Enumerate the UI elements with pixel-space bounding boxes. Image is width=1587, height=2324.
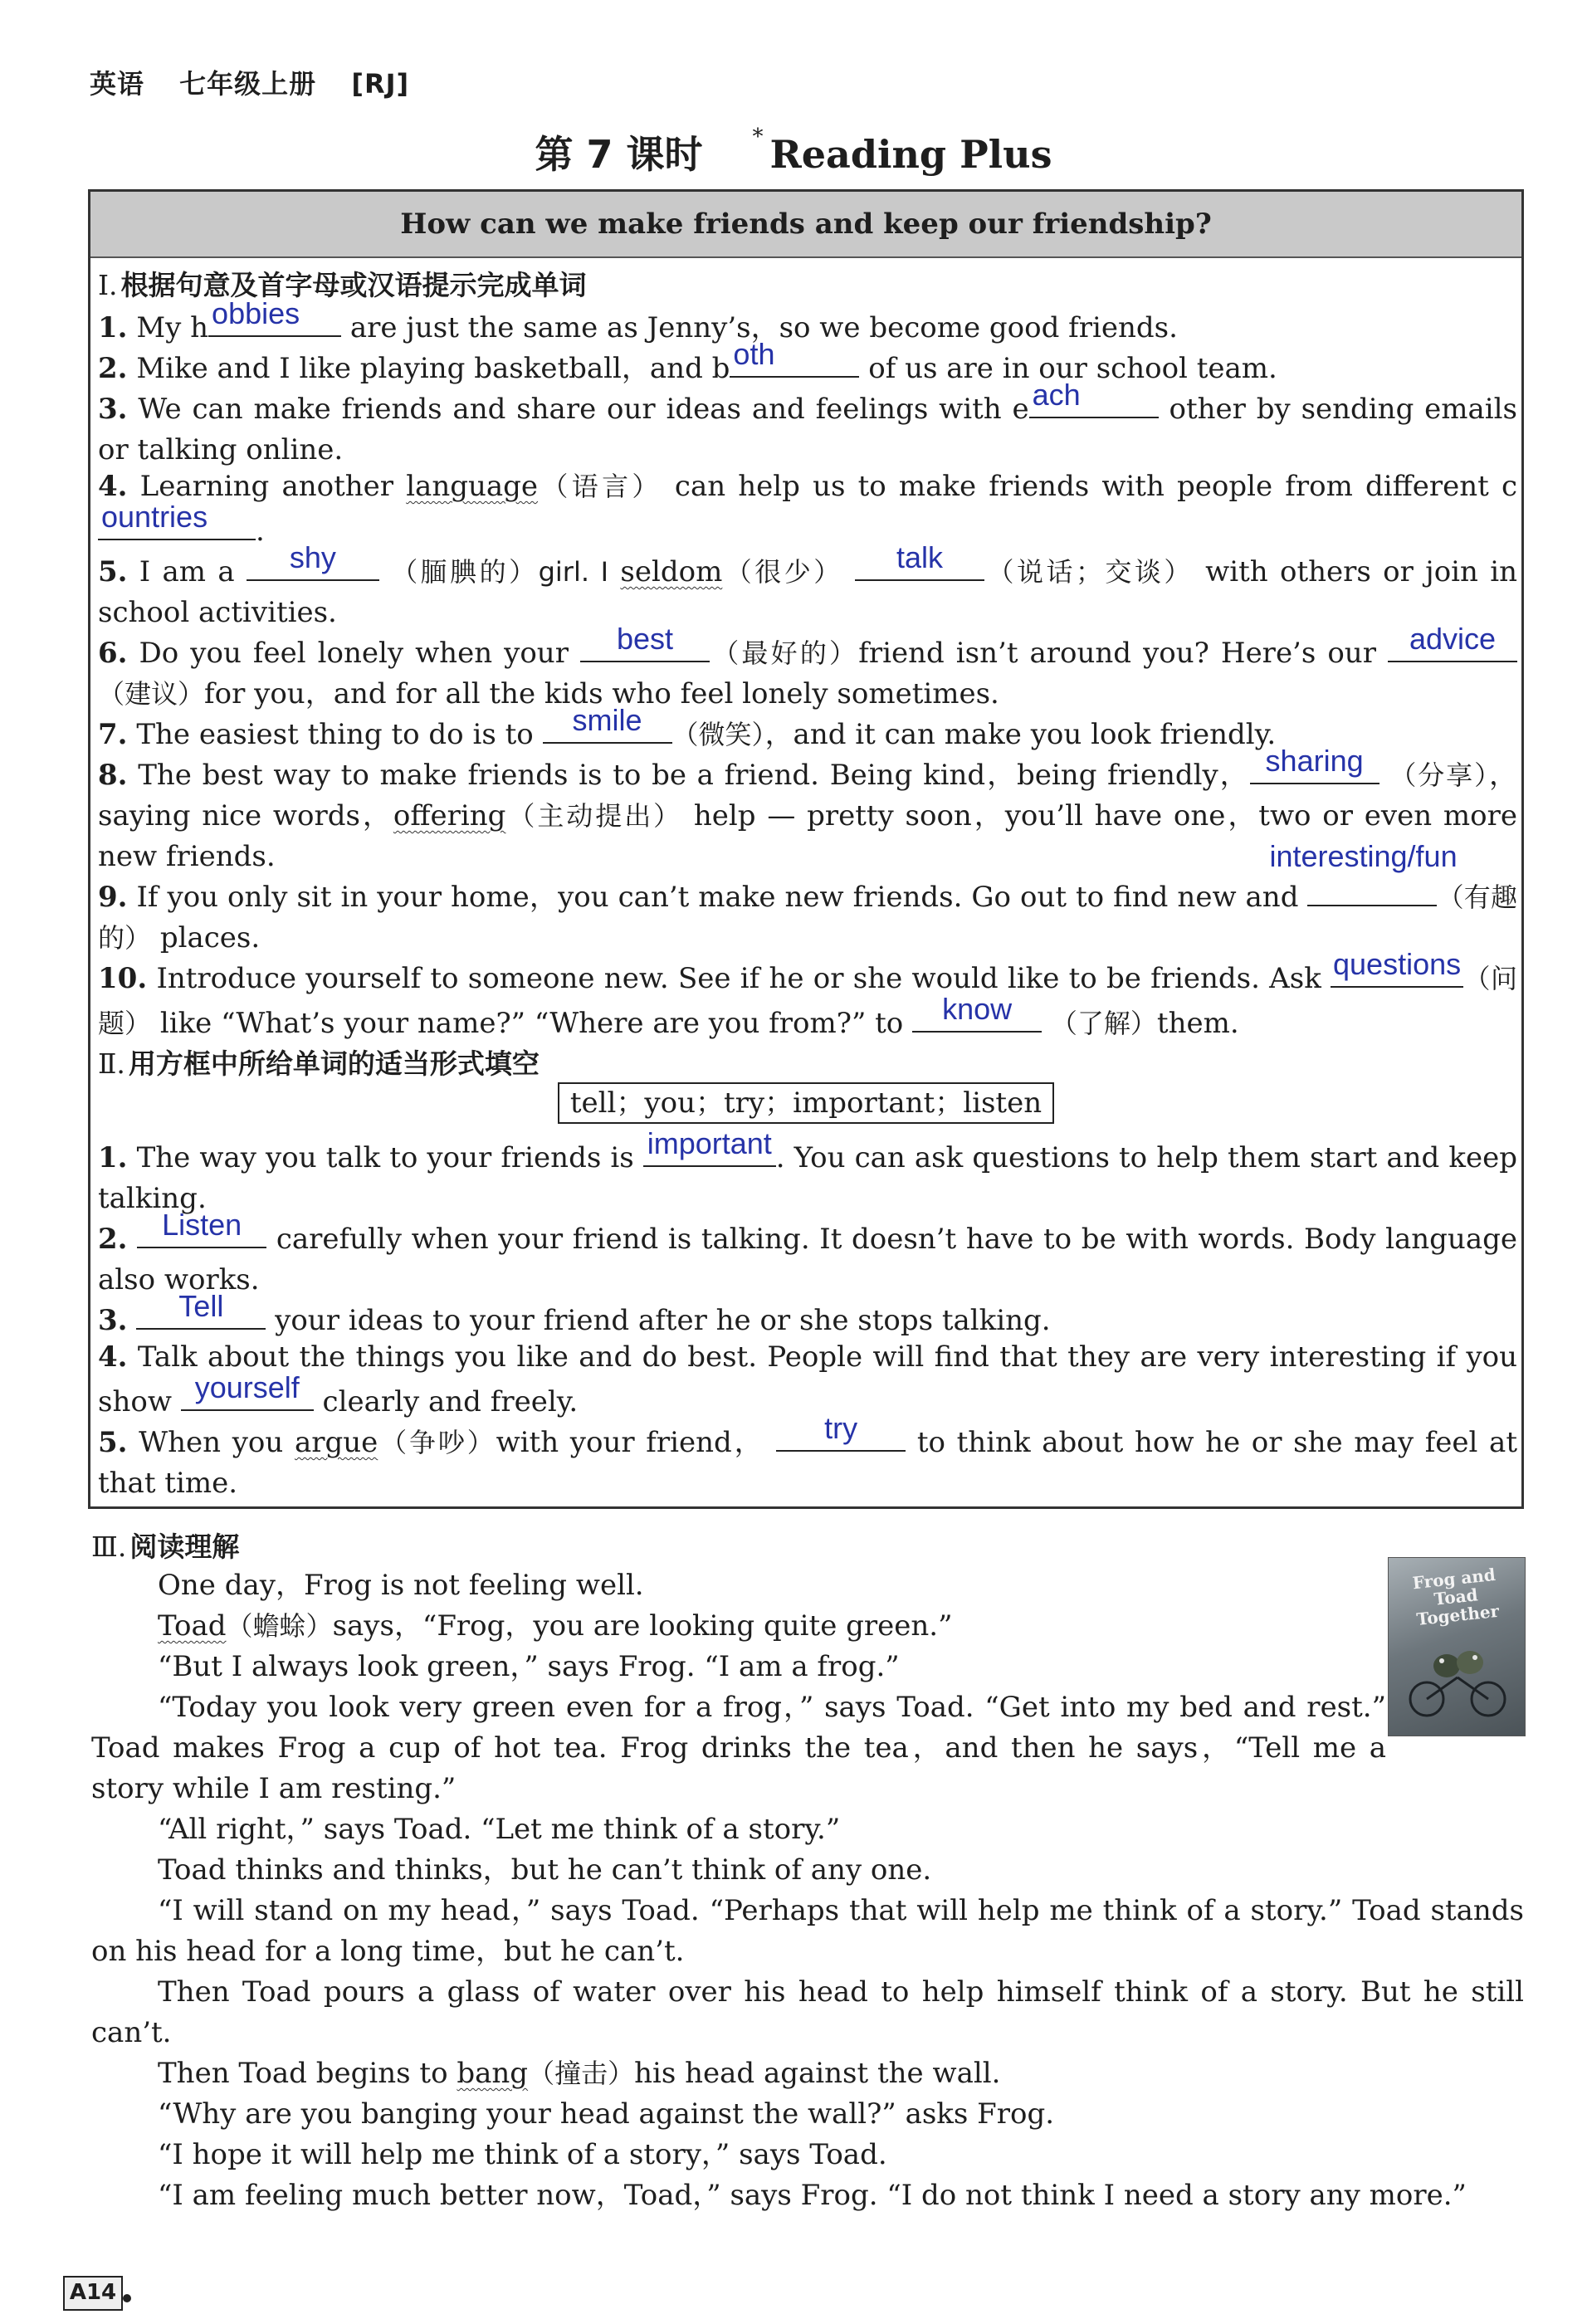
handwritten-answer: try xyxy=(824,1411,858,1445)
question-1-2 xyxy=(98,337,1517,389)
question-number: 2. xyxy=(98,352,128,385)
handwritten-answer: yourself xyxy=(194,1370,300,1404)
story-paragraph-8: Then Toad pours a glass of water over his head to help himself think of a story. But he still can’t. xyxy=(91,1975,1524,2049)
answer-blank[interactable] xyxy=(543,703,672,744)
keyword: bang xyxy=(457,2057,529,2090)
story-paragraph-10: “Why are you banging your head against the wall?” asks Frog. xyxy=(158,2097,1055,2131)
handwritten-answer: interesting/fun xyxy=(1269,839,1458,873)
answer-blank[interactable] xyxy=(776,1411,906,1452)
chinese-hint: （问题） xyxy=(98,963,1517,1039)
chinese-hint: （说话；交谈） xyxy=(984,556,1194,588)
story-paragraph-6: Toad thinks and thinks，but he can’t think of any one. xyxy=(158,1853,932,1887)
chinese-hint: （分享） xyxy=(1389,759,1489,791)
answer-blank[interactable] xyxy=(1029,378,1159,418)
question-text: other by sending emails or talking online. xyxy=(98,393,1518,466)
question-text: We can make friends and share our ideas and feelings with e xyxy=(138,393,1029,426)
chinese-hint: （了解） xyxy=(1050,1008,1157,1039)
book-title: Frog and Toad Together xyxy=(1411,1564,1501,1630)
question-1-10 xyxy=(98,947,1517,1044)
story-paragraph-1: One day，Frog is not feeling well. xyxy=(158,1569,644,1602)
grade-label: 七年级上册 xyxy=(179,68,317,100)
keyword: Toad xyxy=(158,1609,227,1643)
handwritten-answer: know xyxy=(942,992,1013,1026)
question-1-3 xyxy=(98,378,1518,471)
question-number: 1. xyxy=(98,311,128,344)
section-2-title: 用方框中所给单词的适当形式填空 xyxy=(128,1047,540,1080)
handwritten-answer: sharing xyxy=(1265,744,1364,778)
keyword: seldom xyxy=(620,555,723,588)
question-text: The way you talk to your friends is xyxy=(136,1141,634,1174)
chinese-hint: （争吵） xyxy=(378,1427,496,1458)
word-bank: tell；you；try；important；listen xyxy=(558,1082,1054,1124)
story-paragraph-7: “I will stand on my head，” says Toad. “Perhaps that will help me think of a story.” Toad stands on his head for a long time，but he can’t. xyxy=(91,1894,1524,1968)
section-3-num: Ⅲ. xyxy=(91,1531,127,1563)
question-text: Learning another xyxy=(139,470,394,503)
handwritten-answer: obbies xyxy=(212,296,300,330)
question-number: 6. xyxy=(98,637,128,670)
topic-banner: How can we make friends and keep our friendship? xyxy=(90,192,1521,258)
lesson-name: Reading Plus xyxy=(769,132,1052,177)
frog-toad-bicycle-illustration xyxy=(1404,1638,1511,1721)
chinese-hint: （腼腆的）girl. I xyxy=(391,556,609,588)
question-number: 8. xyxy=(98,759,128,792)
page-number: A14 xyxy=(63,2276,123,2311)
answer-blank[interactable] xyxy=(1269,839,1458,906)
handwritten-answer: questions xyxy=(1333,947,1462,981)
handwritten-answer: important xyxy=(647,1126,772,1160)
question-number: 4. xyxy=(98,470,128,503)
question-text: The easiest thing to do is to xyxy=(136,718,534,751)
story-paragraph-3: “But I always look green，” says Frog. “I am a frog.” xyxy=(158,1650,900,1683)
question-text: for you，and for all the kids who feel lonely sometimes. xyxy=(204,677,999,710)
story-paragraph-12: “I am feeling much better now，Toad，” says Frog. “I do not think I need a story any more.” xyxy=(158,2179,1467,2212)
question-number: 4. xyxy=(98,1340,128,1374)
question-text: of us are in our school team. xyxy=(868,352,1277,385)
question-text: ，and it can make you look friendly. xyxy=(764,718,1277,751)
section-1-title: 根据句意及首字母或汉语提示完成单词 xyxy=(120,269,587,301)
story-text: says，“Frog，you are looking quite green.” xyxy=(332,1609,953,1643)
story-text: his head against the wall. xyxy=(634,2057,1001,2090)
handwritten-answer: Tell xyxy=(178,1289,224,1323)
question-text: I am a xyxy=(139,555,235,588)
question-2-2 xyxy=(98,1208,1517,1301)
keyword: offering xyxy=(393,799,506,832)
question-number: 1. xyxy=(98,1141,128,1174)
book-cover-image xyxy=(1388,1557,1526,1736)
question-text: Do you feel lonely when your xyxy=(139,637,569,670)
section-3-title: 阅读理解 xyxy=(129,1531,240,1563)
chinese-hint: （蟾蜍） xyxy=(226,1610,333,1642)
question-text: My h xyxy=(136,311,209,344)
answer-blank[interactable] xyxy=(1331,947,1463,988)
question-text: carefully when your friend is talking. It doesn’t have to be with words. Body language also works. xyxy=(98,1223,1517,1296)
story-paragraph-11: “I hope it will help me think of a story，” says Toad. xyxy=(158,2138,887,2171)
answer-blank[interactable] xyxy=(1388,622,1517,662)
question-number: 10. xyxy=(98,962,148,995)
story-paragraph-2 xyxy=(91,1606,1370,1647)
question-number: 5. xyxy=(98,555,128,588)
edition-label: [RJ] xyxy=(351,68,410,100)
chinese-hint: （语言） xyxy=(538,471,662,502)
answer-blank[interactable] xyxy=(912,992,1042,1033)
lesson-title xyxy=(0,124,1587,179)
question-number: 5. xyxy=(98,1426,128,1459)
question-text: are just the same as Jenny’s，so we become good friends. xyxy=(349,311,1178,344)
chinese-hint: （撞击） xyxy=(528,2058,635,2089)
keyword: language xyxy=(406,470,539,503)
chinese-hint: （很少） xyxy=(722,556,843,588)
question-number: 9. xyxy=(98,881,128,914)
section-1-num: Ⅰ. xyxy=(98,269,118,301)
question-text: can help us to make friends with people from different c xyxy=(674,470,1517,503)
question-number: 7. xyxy=(98,718,128,751)
page-header xyxy=(90,63,434,101)
handwritten-answer: Listen xyxy=(162,1208,242,1242)
answer-blank[interactable] xyxy=(208,296,341,337)
handwritten-answer: shy xyxy=(289,540,336,574)
question-2-5 xyxy=(98,1411,1517,1504)
answer-blank[interactable] xyxy=(643,1126,776,1167)
lesson-number: 第 7 课时 xyxy=(535,132,703,177)
question-text: to think about how he or she may feel at that time. xyxy=(98,1426,1517,1500)
question-1-9 xyxy=(98,839,1517,959)
question-text: with your friend， xyxy=(496,1426,765,1459)
question-number: 3. xyxy=(98,1304,128,1337)
section-2-num: Ⅱ. xyxy=(98,1047,125,1080)
question-1-6 xyxy=(98,622,1517,715)
handwritten-answer: oth xyxy=(733,337,775,371)
star-mark: * xyxy=(752,124,764,149)
answer-blank[interactable] xyxy=(137,1208,266,1248)
handwritten-answer: best xyxy=(616,622,673,656)
question-text: ，saying nice words， xyxy=(98,759,1517,832)
answer-blank[interactable] xyxy=(730,337,859,378)
story-paragraph-4: “Today you look very green even for a frog，” says Toad. “Get into my bed and rest.” Toad makes Frog a cup of hot tea. Frog drinks the tea，and then he says，“Tell me a story while I am resting.” xyxy=(91,1691,1386,1805)
answer-blank[interactable] xyxy=(181,1370,314,1411)
handwritten-answer: talk xyxy=(896,540,944,574)
question-text: The best way to make friends is to be a friend. Being kind，being friendly， xyxy=(138,759,1250,792)
question-2-3 xyxy=(98,1289,1517,1341)
story-text: Then Toad begins to xyxy=(158,2057,448,2090)
answer-blank[interactable] xyxy=(1250,744,1379,784)
answer-blank[interactable] xyxy=(247,540,379,581)
question-text: like “What’s your name?” “Where are you from?” to xyxy=(159,1007,904,1040)
story-paragraph-9 xyxy=(91,2053,1524,2094)
question-1-5 xyxy=(98,540,1517,633)
answer-blank[interactable] xyxy=(136,1289,266,1330)
question-2-1 xyxy=(98,1126,1517,1219)
question-text: . You can ask questions to help them start and keep talking. xyxy=(98,1141,1517,1215)
chinese-hint: （建议） xyxy=(98,678,205,710)
handwritten-answer: ountries xyxy=(101,500,208,534)
question-text: Talk about the things you like and do best. People will find that they are very interesting if you show xyxy=(98,1340,1518,1418)
section-2-heading xyxy=(98,1042,540,1081)
question-text: Introduce yourself to someone new. See if he or she would like to be friends. Ask xyxy=(156,962,1321,995)
question-text: clearly and freely. xyxy=(322,1385,579,1418)
question-text: Mike and I like playing basketball，and b xyxy=(136,352,730,385)
question-text: with others or join in school activities. xyxy=(98,555,1517,629)
question-text: friend isn’t around you? Here’s our xyxy=(858,637,1376,670)
answer-blank[interactable] xyxy=(98,500,256,540)
answer-blank[interactable] xyxy=(580,622,710,662)
section-3-heading xyxy=(91,1526,239,1565)
chinese-hint: （最好的） xyxy=(709,637,859,669)
answer-blank[interactable] xyxy=(855,540,984,581)
subject-label: 英语 xyxy=(90,68,145,100)
question-text: places. xyxy=(159,921,261,954)
section-1-heading xyxy=(98,264,587,303)
question-text: them. xyxy=(1156,1007,1239,1040)
question-text: help — pretty soon，you’ll have one，two or even more new friends. xyxy=(98,799,1517,873)
question-number: 2. xyxy=(98,1223,128,1256)
question-text: When you xyxy=(139,1426,284,1459)
handwritten-answer: smile xyxy=(572,703,642,737)
question-number: 3. xyxy=(98,393,128,426)
question-text: your ideas to your friend after he or she stops talking. xyxy=(275,1304,1051,1337)
story-paragraph-5: “All right，” says Toad. “Let me think of a story.” xyxy=(158,1813,841,1846)
chinese-hint: （有趣的） xyxy=(98,881,1517,954)
chinese-hint: （微笑） xyxy=(671,719,765,750)
page-number-dot xyxy=(123,2294,131,2302)
question-text: . xyxy=(256,515,265,548)
handwritten-answer: advice xyxy=(1409,622,1497,656)
keyword: argue xyxy=(294,1426,378,1459)
question-text: If you only sit in your home，you can’t make new friends. Go out to find new and xyxy=(136,881,1299,914)
handwritten-answer: ach xyxy=(1032,378,1081,412)
chinese-hint: （主动提出） xyxy=(505,800,683,832)
